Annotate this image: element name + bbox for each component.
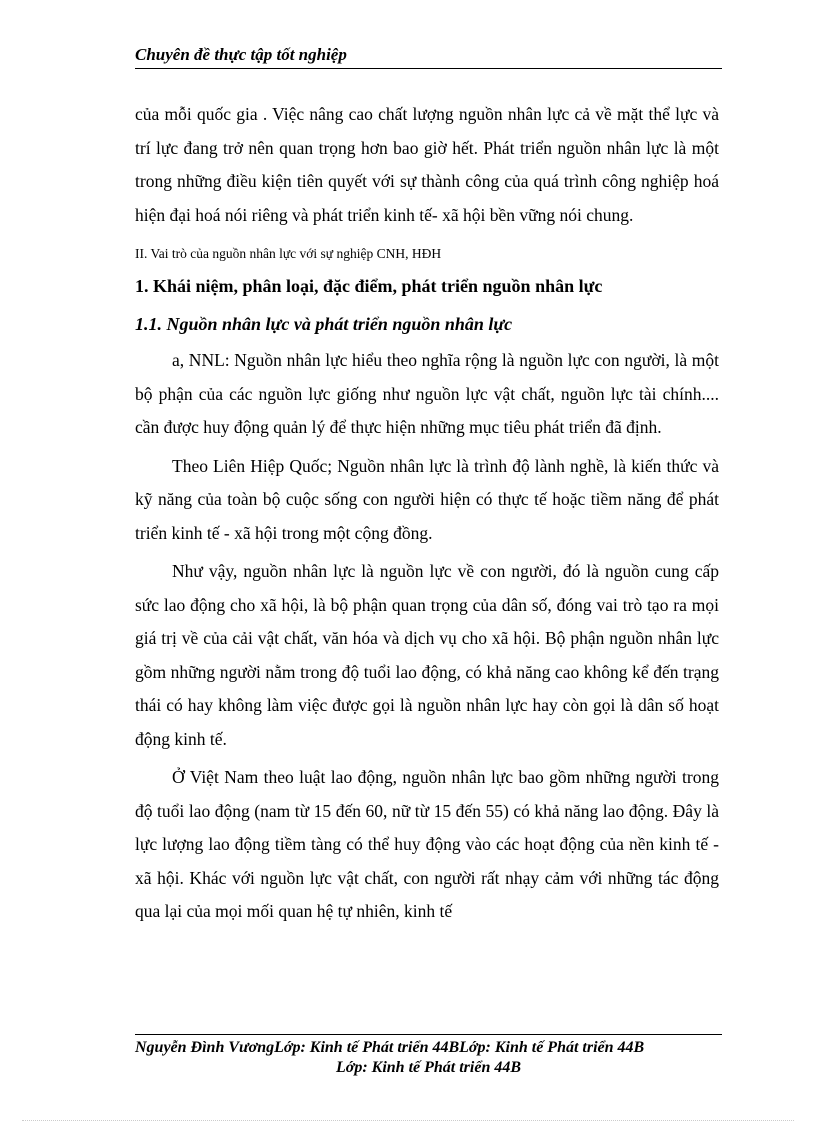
page-bottom-edge [22, 1120, 794, 1121]
continuation-paragraph: của mỗi quốc gia . Việc nâng cao chất lượng nguồn nhân lực cả về mặt thể lực và trí lực đang trở nên quan trọng hơn bao giờ hết. Phát triển nguồn nhân lực là một trong những điều kiện tiên quyết với sự thành công của quá trình công nghiệp hoá hiện đại hoá nói riêng và phát triển kinh tế- xã hội bền vững nói chung. [135, 104, 719, 225]
section-ii-heading: II. Vai trò của nguồn nhân lực với sự nghiệp CNH, HĐH [135, 246, 442, 261]
footer-divider [135, 1034, 722, 1035]
footer-line-1: Nguyễn Đình VươngLớp: Kinh tế Phát triển 44BLớp: Kinh tế Phát triển 44B [135, 1039, 645, 1056]
heading-1-1: 1.1. Nguồn nhân lực và phát triển nguồn nhân lực [135, 314, 513, 334]
paragraph-vietnam-labor-law: Ở Việt Nam theo luật lao động, nguồn nhân lực bao gồm những người trong độ tuổi lao động (nam từ 15 đến 60, nữ từ 15 đến 55) có khả năng lao động. Đây là lực lượng lao động tiềm tàng có thể huy động vào các hoạt động của nền kinh tế - xã hội. Khác với nguồn lực vật chất, con người rất nhạy cảm với những tác động qua lại của mọi mối quan hệ tự nhiên, kinh tế [135, 767, 719, 921]
header-title: Chuyên đề thực tập tốt nghiệp [135, 45, 347, 64]
page-header [135, 44, 722, 69]
page-footer [135, 1038, 722, 1078]
paragraph-nnl-definition: a, NNL: Nguồn nhân lực hiểu theo nghĩa rộng là nguồn lực con người, là một bộ phận của các nguồn lực giống như nguồn lực vật chất, nguồn lực tài chính.... cần được huy động quản lý để thực hiện những mục tiêu phát triển đã định. [135, 350, 719, 437]
paragraph-un-definition: Theo Liên Hiệp Quốc; Nguồn nhân lực là trình độ lành nghề, là kiến thức và kỹ năng của toàn bộ cuộc sống con người hiện có thực tế hoặc tiềm năng để phát triển kinh tế - xã hội trong một cộng đồng. [135, 455, 719, 543]
document-body [135, 98, 719, 934]
paragraph-human-resource: Như vậy, nguồn nhân lực là nguồn lực về con người, đó là nguồn cung cấp sức lao động cho xã hội, là bộ phận quan trọng của dân số, đóng vai trò tạo ra mọi giá trị về của cải vật chất, văn hóa và dịch vụ cho xã hội. Bộ phận nguồn nhân lực gồm những người nằm trong độ tuổi lao động, có khả năng cao không kể đến trạng thái có hay không làm việc được gọi là nguồn nhân lực hay còn gọi là dân số hoạt động kinh tế. [135, 561, 719, 749]
footer-line-2: Lớp: Kinh tế Phát triển 44B [335, 1059, 522, 1076]
heading-1: 1. Khái niệm, phân loại, đặc điểm, phát triển nguồn nhân lực [135, 276, 603, 296]
